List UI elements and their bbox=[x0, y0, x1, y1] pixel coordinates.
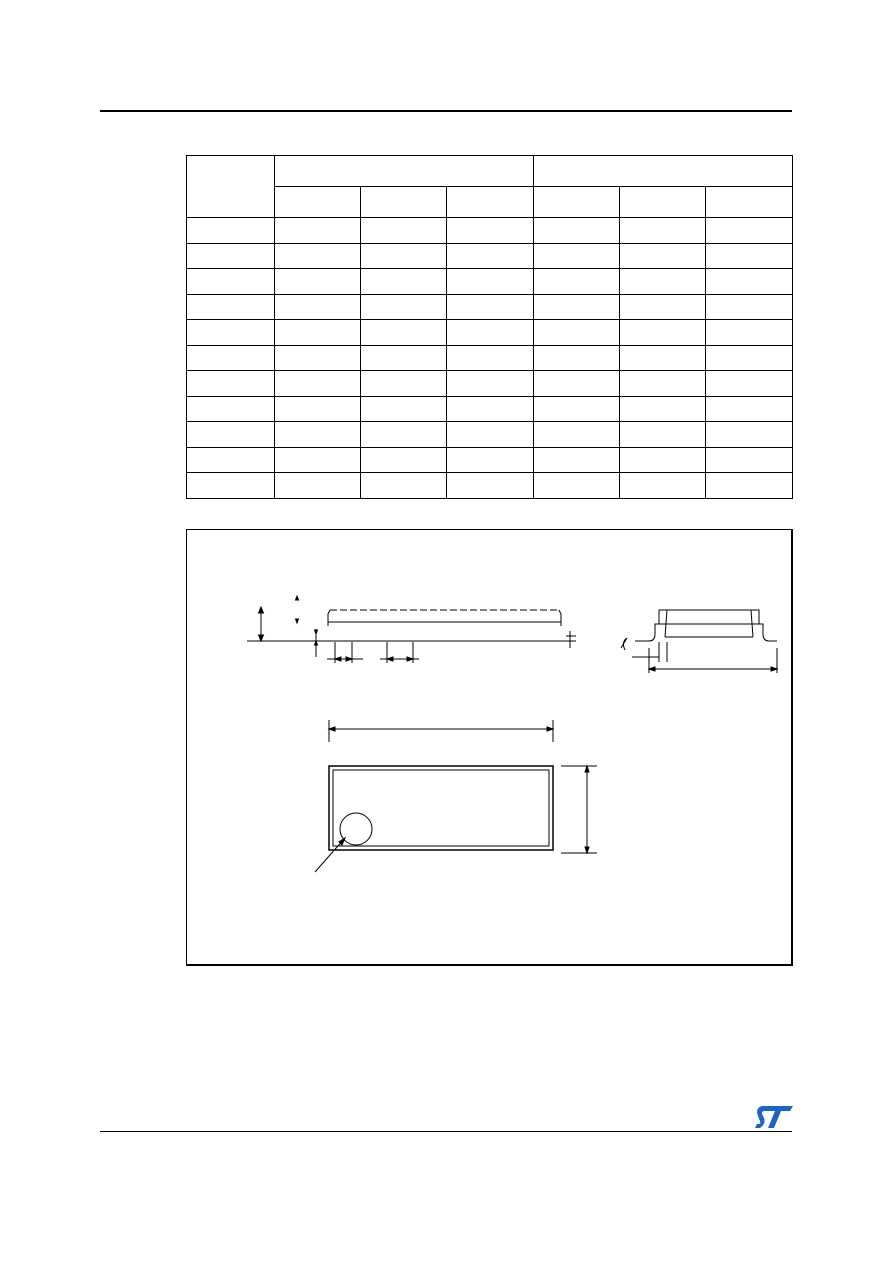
table-cell bbox=[275, 422, 361, 448]
table-cell bbox=[275, 156, 534, 187]
table-cell bbox=[706, 447, 793, 473]
table-cell bbox=[447, 187, 534, 218]
table-cell bbox=[447, 422, 534, 448]
table-cell bbox=[187, 473, 275, 499]
table-cell bbox=[361, 320, 447, 346]
table-cell bbox=[361, 294, 447, 320]
table-cell bbox=[187, 269, 275, 295]
table-cell bbox=[361, 218, 447, 244]
table-cell bbox=[620, 269, 706, 295]
table-row bbox=[187, 371, 793, 397]
table-cell bbox=[187, 243, 275, 269]
table-cell bbox=[706, 345, 793, 371]
table-cell bbox=[534, 320, 620, 346]
table-cell bbox=[361, 243, 447, 269]
table-cell bbox=[706, 294, 793, 320]
table-cell bbox=[361, 473, 447, 499]
table-cell bbox=[534, 345, 620, 371]
top-view-body bbox=[329, 766, 553, 850]
table-cell bbox=[620, 320, 706, 346]
footer-rule bbox=[100, 1131, 792, 1132]
arrowhead bbox=[547, 727, 553, 731]
table-cell bbox=[706, 187, 793, 218]
table-row bbox=[187, 218, 793, 244]
table-cell bbox=[706, 269, 793, 295]
table-cell bbox=[534, 269, 620, 295]
table-cell bbox=[706, 422, 793, 448]
table-cell bbox=[275, 473, 361, 499]
table-cell bbox=[534, 156, 793, 187]
table-cell bbox=[620, 187, 706, 218]
arrowhead bbox=[585, 847, 589, 853]
arrowhead bbox=[771, 667, 777, 671]
package-outline-drawing bbox=[187, 530, 791, 964]
table-cell bbox=[447, 447, 534, 473]
table-row bbox=[187, 473, 793, 499]
table-cell bbox=[706, 473, 793, 499]
table-cell bbox=[275, 345, 361, 371]
table-cell bbox=[187, 156, 275, 218]
table-cell bbox=[187, 320, 275, 346]
table-cell bbox=[275, 396, 361, 422]
table-cell bbox=[534, 396, 620, 422]
angle-k-mark bbox=[621, 638, 627, 650]
table-cell bbox=[361, 187, 447, 218]
table-cell bbox=[187, 371, 275, 397]
table-row bbox=[187, 345, 793, 371]
table-row bbox=[187, 294, 793, 320]
arrowhead bbox=[315, 641, 318, 645]
arrowhead bbox=[329, 727, 335, 731]
table-cell bbox=[275, 218, 361, 244]
table-cell bbox=[447, 320, 534, 346]
table-cell bbox=[275, 294, 361, 320]
table-cell bbox=[187, 396, 275, 422]
table-cell bbox=[534, 243, 620, 269]
table-cell bbox=[620, 422, 706, 448]
table-cell bbox=[275, 371, 361, 397]
table-cell bbox=[447, 473, 534, 499]
table-row bbox=[187, 320, 793, 346]
table-cell bbox=[706, 396, 793, 422]
header-rule bbox=[100, 110, 792, 112]
package-outline-figure bbox=[186, 529, 793, 966]
table-row bbox=[187, 396, 793, 422]
table-cell bbox=[275, 243, 361, 269]
arrowhead bbox=[335, 657, 341, 661]
table-cell bbox=[620, 294, 706, 320]
table-cell bbox=[275, 320, 361, 346]
arrowhead bbox=[387, 657, 393, 661]
arrowhead bbox=[296, 596, 299, 600]
table-cell bbox=[534, 187, 620, 218]
table-cell bbox=[275, 269, 361, 295]
table-cell bbox=[706, 320, 793, 346]
table-cell bbox=[361, 396, 447, 422]
table-cell bbox=[534, 473, 620, 499]
table-cell bbox=[620, 396, 706, 422]
table-cell bbox=[534, 447, 620, 473]
table-cell bbox=[187, 422, 275, 448]
table-cell bbox=[361, 447, 447, 473]
table-cell bbox=[706, 218, 793, 244]
top-view-body-inner bbox=[333, 770, 549, 846]
table-cell bbox=[706, 243, 793, 269]
table-cell bbox=[447, 396, 534, 422]
arrowhead bbox=[346, 657, 352, 661]
arrowhead bbox=[585, 766, 589, 772]
table-cell bbox=[447, 218, 534, 244]
arrowhead bbox=[649, 667, 655, 671]
table-cell bbox=[447, 371, 534, 397]
table-cell bbox=[620, 371, 706, 397]
table-cell bbox=[620, 447, 706, 473]
table-subheader-row bbox=[187, 187, 793, 218]
table-cell bbox=[187, 345, 275, 371]
table-cell bbox=[534, 294, 620, 320]
table-cell bbox=[361, 269, 447, 295]
package-dimensions-table bbox=[186, 155, 793, 499]
table-cell bbox=[361, 371, 447, 397]
arrowhead bbox=[259, 635, 264, 641]
table-cell bbox=[620, 473, 706, 499]
table-cell bbox=[361, 422, 447, 448]
arrowhead bbox=[315, 630, 318, 634]
table-cell bbox=[447, 345, 534, 371]
table-cell bbox=[534, 218, 620, 244]
arrowhead bbox=[296, 619, 299, 623]
table-cell bbox=[620, 345, 706, 371]
table-cell bbox=[620, 218, 706, 244]
st-logo-icon bbox=[754, 1104, 794, 1130]
table-cell bbox=[447, 243, 534, 269]
table-cell bbox=[620, 243, 706, 269]
table-cell bbox=[447, 294, 534, 320]
pin1-identification-circle bbox=[340, 813, 372, 845]
table-header-row bbox=[187, 156, 793, 187]
arrowhead bbox=[407, 657, 413, 661]
table-cell bbox=[275, 187, 361, 218]
table-cell bbox=[706, 371, 793, 397]
table-cell bbox=[187, 218, 275, 244]
table-cell bbox=[187, 447, 275, 473]
end-view-outline bbox=[635, 610, 777, 641]
side-body-ends bbox=[328, 610, 561, 626]
table-row bbox=[187, 447, 793, 473]
table-cell bbox=[187, 294, 275, 320]
table-cell bbox=[534, 371, 620, 397]
table-row bbox=[187, 243, 793, 269]
table-cell bbox=[361, 345, 447, 371]
table-row bbox=[187, 269, 793, 295]
table-row bbox=[187, 422, 793, 448]
table-cell bbox=[534, 422, 620, 448]
table-cell bbox=[275, 447, 361, 473]
arrowhead bbox=[259, 607, 264, 613]
table-cell bbox=[447, 269, 534, 295]
